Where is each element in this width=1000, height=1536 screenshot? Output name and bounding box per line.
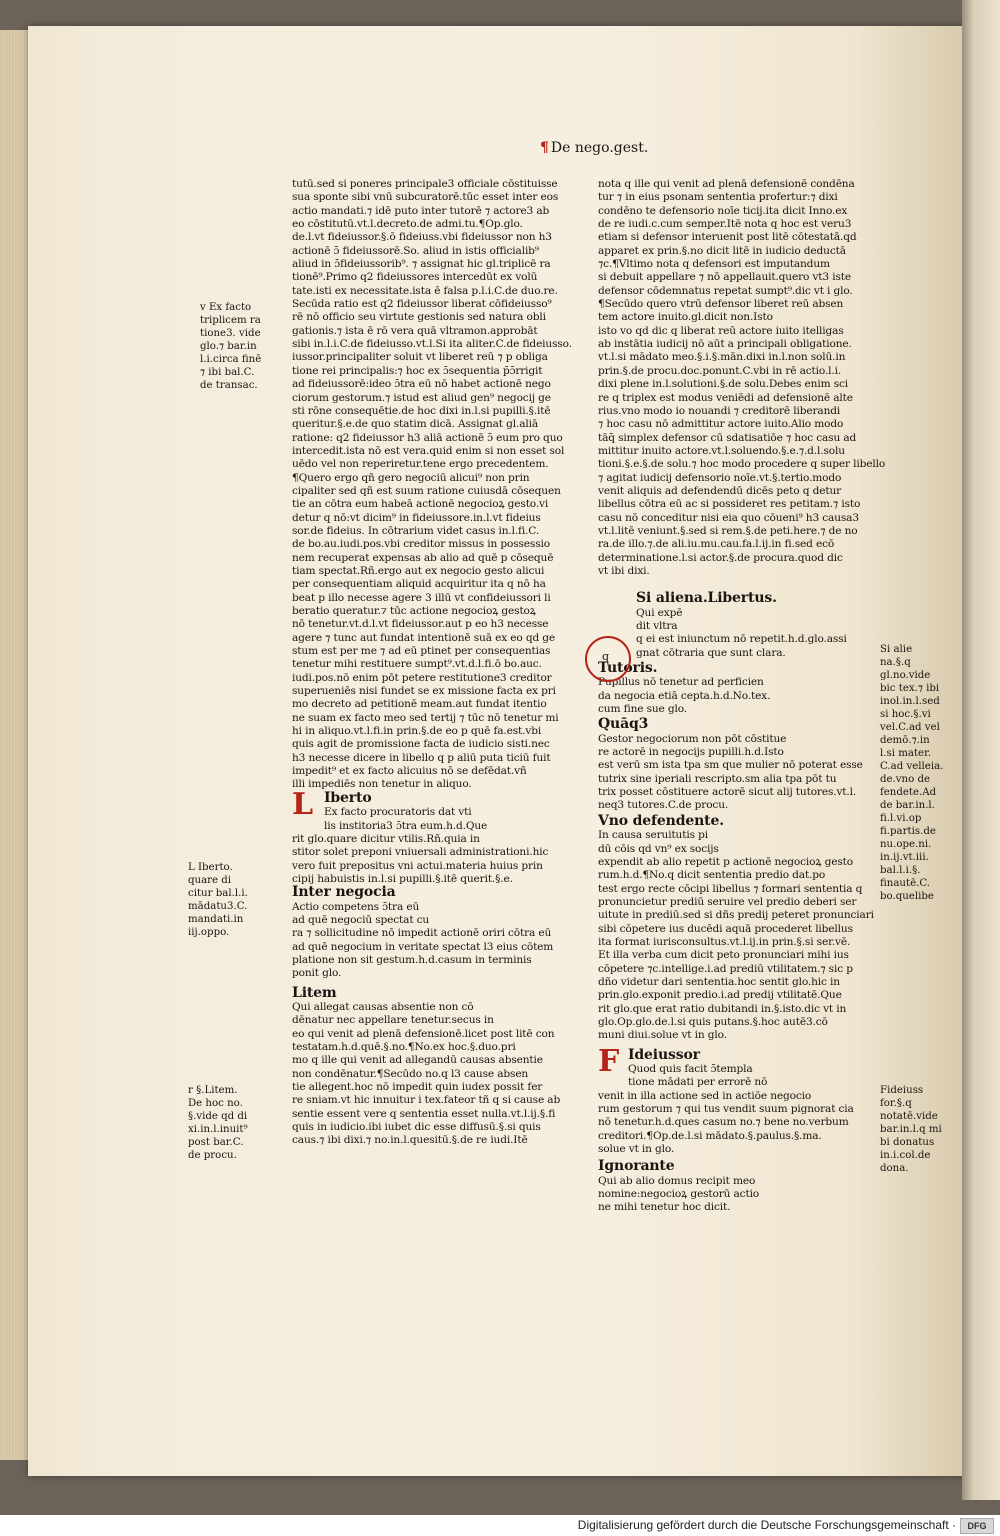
text-line: ratione: q2 fideiussor h3 aliā actionē ɔ̄ eum pro quo: [292, 431, 563, 444]
text-line: tiam spectat.Rñ.ergo aut ex negocio gesto alicui: [292, 564, 545, 577]
text-line: muni diui.solue vt in glo.: [598, 1029, 727, 1042]
text-line: mādatu3.C.: [188, 901, 248, 912]
text-line: de.l.vt fideiussor.§.ō fideiuss.vbi fideiussor non h3: [292, 231, 552, 244]
text-line: stitor solet preponi vniuersali administrationi.hic: [292, 846, 549, 859]
text-line: Fideiuss: [880, 1085, 924, 1096]
fideiussor-section: [598, 1043, 868, 1157]
text-line: venit in illa actione sed in actiōe negocio: [598, 1089, 812, 1102]
fideiussor-initial: F: [598, 1043, 620, 1079]
text-line: xi.in.l.inuit⁹: [188, 1124, 248, 1135]
si-aliena-text: [636, 607, 868, 660]
text-line: l.i.circa finē: [200, 354, 262, 365]
text-line: de procu.: [188, 1150, 237, 1161]
text-line: actio mandati.⁊ idē puto inter tutorē ⁊ actore3 ab: [292, 204, 550, 217]
ignorante-section: [598, 1160, 868, 1214]
text-line: dona.: [880, 1163, 909, 1174]
text-line: bo.quelibe: [880, 891, 934, 902]
text-line: demō.⁊.in: [880, 735, 930, 746]
text-line: prin.§.de procu.doc.ponunt.C.vbi in rē actio.l.i.: [598, 364, 842, 377]
quamqz-text: [598, 733, 868, 813]
text-line: de bar.in.l.: [880, 800, 935, 811]
text-line: per consequentiam aliquid acquiritur ita q nō ha: [292, 578, 546, 591]
text-line: nota q ille qui venit ad plenā defensionē condēna: [598, 178, 855, 190]
text-line: rē nō officio seu virtute gestionis sed natura obli: [292, 311, 546, 324]
text-line: L Iberto.: [188, 862, 233, 873]
text-line: fendete.Ad: [880, 787, 937, 798]
funding-notice: Digitalisierung gefördert durch die Deutsche Forschungsgemeinschaft ·: [577, 1518, 956, 1532]
text-line: neq3 tutores.C.de procu.: [598, 799, 729, 812]
text-line: rum.h.d.¶No.q dicit sententia predio dat.po: [598, 869, 826, 882]
ignorante-text: [598, 1175, 868, 1215]
liberto-text: [292, 806, 570, 886]
text-line: cōpetere ⁊c.intellige.i.ad prediū vtilitatem.⁊ sic p: [598, 962, 853, 975]
text-line: post bar.C.: [188, 1137, 244, 1148]
text-line: h3 necesse dicere in libello q p aliū puta ticiū fuit: [292, 751, 551, 764]
text-line: tie allegent.hoc nō impedit quin iudex possit fer: [292, 1081, 543, 1094]
tutoris-text: [598, 676, 868, 716]
tutoris-heading: Tutoris.: [598, 660, 658, 677]
text-line: mo q ille qui venit ad allegandū causas absentie: [292, 1054, 543, 1067]
text-line: nem recuperat expensas ab alio ad quē p cōsequē: [292, 551, 554, 564]
text-line: da negocia etiā cepta.h.d.No.tex.: [598, 689, 771, 702]
text-line: sibi cōpetere ius ducēdi aquā procederet libellus: [598, 922, 853, 935]
text-line: vt ibi dixi.: [598, 564, 650, 577]
text-line: tione3. vide: [200, 328, 261, 339]
text-line: ⁊c.¶Vltimo nota q defensori est imputandum: [598, 258, 830, 271]
text-line: de transac.: [200, 380, 258, 391]
margin-gloss-left-2: [188, 861, 276, 939]
text-line: vero fuit prepositus vni actui.materia huius prin: [292, 859, 543, 872]
text-line: Et illa verba cum dicit peto pronunciari mihi ius: [598, 949, 849, 962]
text-line: ad quē negocium in veritate spectat l3 eius cōtem: [292, 940, 554, 953]
text-line: ⁊ hoc casu nō admittitur actore iuito.Alio modo: [598, 418, 844, 431]
running-head-text: De nego.gest.: [550, 140, 649, 156]
q-initial-circle: [585, 636, 631, 682]
text-line: glo.Op.glo.de.l.si quis putans.§.hoc autē3.cō: [598, 1015, 828, 1028]
text-line: Pupillus nō tenetur ad perficien: [598, 676, 764, 689]
text-line: de.vno de: [880, 774, 931, 785]
text-line: vel.C.ad vel: [880, 722, 940, 733]
text-line: expendit ab alio repetit p actionē negocioꝝ gesto: [598, 855, 853, 868]
text-line: De hoc no.: [188, 1098, 243, 1109]
text-line: mo decreto ad petitionē meam.aut fundat itentio: [292, 698, 547, 711]
si-aliena-section: [598, 592, 868, 660]
text-line: nu.ope.ni.: [880, 839, 932, 850]
text-line: isto vo qd dic q liberat reū actore iuito itelligas: [598, 324, 844, 337]
text-line: glo.⁊ bar.in: [200, 341, 257, 352]
text-line: dit vltra: [636, 620, 678, 632]
text-line: etiam si defensor interuenit post litē cōtestatā.qd: [598, 231, 857, 244]
text-line: ra ⁊ sollicitudine nō impedit actionē oriri cōtra eū: [292, 927, 552, 940]
text-line: ciorum gestorum.⁊ istud est aliud gen⁹ negocij ge: [292, 391, 551, 404]
text-line: Actio competens ɔ̄tra eū: [292, 900, 420, 913]
text-line: iij.oppo.: [188, 927, 230, 938]
text-line: tutrix sine iperiali rescripto.sm alia tpa pōt tu: [598, 772, 837, 785]
text-line: dño videtur dari sententia.hoc sentit glo.hic in: [598, 975, 840, 988]
text-line: Qui ab alio domus recipit meo: [598, 1174, 756, 1187]
text-line: bic tex.⁊ ibi: [880, 683, 940, 694]
text-line: ad quē negociū spectat cu: [292, 913, 430, 926]
text-line: re actorē in negocijs pupilli.h.d.Isto: [598, 746, 784, 759]
inter-negocia-text: [292, 901, 570, 981]
text-line: agere ⁊ tunc aut fundat intentionē suā ex eo qd ge: [292, 631, 556, 644]
text-line: rit glo.quare dicitur vtilis.Rñ.quia in: [292, 832, 480, 845]
text-line: quis in iudicio.ibi iubet dic esse diffusū.§.si quis: [292, 1121, 541, 1134]
text-line: rum gestorum ⁊ qui tus vendit suum pignorat cia: [598, 1103, 854, 1116]
text-line: sor.de fideius. In cōtrarium videt casus in.l.fi.C.: [292, 524, 540, 537]
text-line: tutū.sed si poneres principale3 officiale cōstituisse: [292, 178, 558, 190]
text-line: Gestor negociorum non pōt cōstitue: [598, 732, 787, 745]
text-line: Qui allegat causas absentie non cō: [292, 1000, 474, 1013]
litem-heading: Litem: [292, 984, 337, 1001]
text-line: In causa seruitutis pi: [598, 829, 708, 842]
text-line: si hoc.§.vi: [880, 709, 931, 720]
text-line: iudi.pos.nō enim pōt petere restitutione3 creditor: [292, 671, 552, 684]
text-line: caus.⁊ ibi dixi.⁊ no.in.l.quesitū.§.de re iudi.Itē: [292, 1134, 528, 1147]
text-line: fi.l.vi.op: [880, 813, 922, 824]
text-line: illi impediēs non tenetur in aliquo.: [292, 778, 472, 791]
text-line: in.i.col.de: [880, 1150, 931, 1161]
text-line: mittitur inuito actore.vt.l.soluendo.§.e.⁊.d.l.solu: [598, 444, 845, 457]
text-line: dixi plene in.l.solutioni.§.de solu.Debes enim sci: [598, 378, 849, 391]
text-line: triplicem ra: [200, 315, 261, 326]
right-column-text: [598, 178, 886, 578]
text-line: tem actore inuito.gl.dicit non.Isto: [598, 311, 773, 324]
paragraph-mark-icon: ¶: [540, 140, 549, 156]
text-line: pronuncietur prediū seruire vel predio deberi ser: [598, 895, 857, 908]
text-line: libellus cōtra eū ac si possideret res petitam.⁊ isto: [598, 498, 861, 511]
text-line: intercedit.ista nō est vera.quid enim si non esset sol: [292, 444, 565, 457]
text-line: v Ex facto: [200, 302, 252, 313]
text-line: Ex facto procuratoris dat vti: [324, 806, 472, 819]
text-line: determinatione.l.si actor.§.de procura.quod dic: [598, 551, 843, 564]
text-line: de re iudi.c.cum semper.Itē nota q hoc est veru3: [598, 218, 852, 231]
text-line: ne suam ex facto meo sed tertij ⁊ tūc nō tenetur mi: [292, 711, 559, 724]
litem-text: [292, 1001, 570, 1148]
text-line: §.vide qd di: [188, 1111, 248, 1122]
margin-gloss-right-2: [880, 1084, 940, 1175]
text-line: quare di: [188, 875, 232, 886]
text-line: si debuit appellare ⁊ nō appellauit.quero vt3 iste: [598, 271, 851, 284]
text-line: trix posset cōstituere actorē sicut alij tutores.vt.l.: [598, 786, 857, 799]
text-line: prin.glo.exponit predio.i.ad predij vtilitatē.Que: [598, 989, 842, 1002]
text-line: platione non sit gestum.h.d.casum in terminis: [292, 953, 532, 966]
text-line: re sniam.vt hic innuitur i tex.fateor tñ q si cause ab: [292, 1094, 561, 1107]
running-head: [540, 140, 648, 156]
text-line: cipij habuistis in.l.si pupilli.§.itē querit.§.e.: [292, 872, 513, 885]
text-line: notatē.vide: [880, 1111, 938, 1122]
text-line: detur q nō:vt dicim⁹ in fideiussore.in.l.vt fideius: [292, 511, 541, 524]
left-column: [292, 178, 570, 1148]
text-line: test ergo recte cōcipi libellus ⁊ formari sententia q: [598, 882, 863, 895]
text-line: aliud in ɔ̄fideiussorib⁹. ⁊ assignat hic gl.triplicē ra: [292, 258, 551, 271]
text-line: apparet ex prin.§.no dicit litē in iudicio deductā: [598, 244, 846, 257]
text-line: ¶Quero ergo qñ gero negociū alicui⁹ non prin: [292, 471, 530, 484]
text-line: gl.no.vide: [880, 670, 931, 681]
text-line: rius.vno modo io nouandi ⁊ creditorē liberandi: [598, 404, 841, 417]
uno-defendente-text: [598, 829, 874, 1043]
liberto-section: [292, 786, 570, 886]
text-line: stum est per me ⁊ ad eū ptinet per consequentias: [292, 645, 551, 658]
text-line: vt.l.litē veniunt.§.sed si rem.§.de peti.here.⁊ de no: [598, 524, 858, 537]
text-line: tione rei principalis:⁊ hoc ex ɔ̄sequentia p̄ɔ̄rrigit: [292, 364, 543, 377]
text-line: inol.in.l.sed: [880, 696, 940, 707]
text-line: creditori.¶Op.de.l.si mādato.§.paulus.§.ma.: [598, 1129, 822, 1142]
inter-negocia-heading: Inter negocia: [292, 884, 396, 901]
text-line: vt.l.si mādato meo.§.i.§.mān.dixi in.l.non solū.in: [598, 351, 846, 364]
text-line: lis institoria3 ɔ̄tra eum.h.d.Que: [324, 819, 488, 832]
text-line: ponit glo.: [292, 967, 342, 980]
text-line: for.§.q: [880, 1098, 912, 1109]
facing-page-edge: [962, 0, 1000, 1500]
text-line: hi in aliquo.vt.l.fi.in prin.§.de eo p quē fa.est.vbi: [292, 725, 542, 738]
text-line: queritur.§.e.de quo statim dicā. Assignat gl.aliā: [292, 418, 539, 431]
text-line: superueniēs nisi fundet se ex missione facta ex pri: [292, 685, 556, 698]
text-line: tate.isti ex necessitate.ista ē falsa p.l.i.C.de duo.re.: [292, 284, 558, 297]
text-line: cipaliter sed qñ est suum ratione cuiusdā cōsequen: [292, 484, 561, 497]
text-line: tioni.§.e.§.de solu.⁊ hoc modo procedere q super libello: [598, 458, 886, 471]
uno-defendente-heading: Vno defendente.: [598, 812, 724, 829]
quamqz-heading: Quāq3: [598, 716, 649, 733]
text-line: solue vt in glo.: [598, 1143, 675, 1156]
text-line: impedit⁹ et ex facto alicuius nō se defēdat.vñ: [292, 765, 527, 778]
text-line: uēdo vel non reperiretur.tene ergo precedentem.: [292, 458, 549, 471]
text-line: uitute in prediū.sed si dñs predij peteret pronunciari: [598, 909, 874, 922]
text-line: in.ij.vt.iii.: [880, 852, 929, 863]
text-line: finautē.C.: [880, 878, 931, 889]
text-line: tionē⁹.Primo q2 fideiussores intercedūt ex volū: [292, 271, 538, 284]
liberto-initial: L: [292, 786, 313, 822]
text-line: iussor.principaliter soluit vt liberet reū ⁊ p obliga: [292, 351, 548, 364]
text-line: actionē ɔ̄ fideiussorē.So. aliud in istis officialib⁹: [292, 244, 539, 257]
q-guide-letter: q: [602, 650, 610, 663]
text-line: re q triplex est modus veniēdi ad defensionē alte: [598, 391, 853, 404]
text-line: Si alie: [880, 644, 913, 655]
text-line: gationis.⁊ ista ē rō vera quā vltramon.approbāt: [292, 324, 538, 337]
text-line: ra.de illo.⁊.de ali.iu.mu.cau.fa.l.ij.in fi.sed ecō: [598, 538, 835, 551]
text-line: casu nō conceditur nisi eia quo cōueni⁹ h3 causa3: [598, 511, 859, 524]
text-line: fi.partis.de: [880, 826, 936, 837]
text-line: ⁊ agitat iudicij defensorio noīe.vt.§.tertio.modo: [598, 471, 842, 484]
text-line: de bo.au.iudi.pos.vbi creditor missus in possessio: [292, 538, 550, 551]
text-line: ad fideiussorē:ideo ɔ̄tra eū nō habet actionē nego: [292, 378, 551, 391]
text-line: C.ad velleia.: [880, 761, 944, 772]
text-line: nō tenetur.h.d.ques casum no.⁊ bene no.verbum: [598, 1116, 849, 1129]
text-line: eo cōstitutū.vt.l.decreto.de admi.tu.¶Op.glo.: [292, 218, 523, 231]
margin-gloss-right-1: [880, 643, 944, 903]
ignorante-heading: Ignorante: [598, 1158, 675, 1175]
text-line: beratio queratur.⁊ tūc actione negocioꝝ gestoꝝ: [292, 605, 536, 617]
si-aliena-heading: Si aliena.Libertus.: [636, 590, 777, 607]
text-line: sibi in.l.i.C.de fideiusso.vt.l.Si ita aliter.C.de fideiusso.: [292, 338, 572, 351]
text-line: cum fine sue glo.: [598, 703, 688, 716]
text-line: ne mihi tenetur hoc dicit.: [598, 1201, 731, 1214]
text-line: rit glo.que erat ratio dubitandi in.§.isto.dic vt in: [598, 1002, 847, 1015]
text-line: mandati.in: [188, 914, 244, 925]
text-line: gnat cōtraria que sunt clara.: [636, 646, 786, 659]
text-line: tione mādati per errorē nō: [628, 1076, 768, 1089]
text-line: bal.l.i.§.: [880, 865, 921, 876]
text-line: beat p illo necesse agere 3 illū vt confideiussori li: [292, 591, 551, 604]
fideiussor-text: [598, 1063, 868, 1156]
text-line: Qui expē: [636, 606, 683, 619]
fideiussor-heading: Ideiussor: [628, 1046, 700, 1063]
text-line: tāq̄ simplex defensor cū sdatisatiōe ⁊ hoc casu ad: [598, 431, 857, 444]
uno-defendente-section: [598, 812, 874, 1043]
footer-bar: [0, 1515, 1000, 1536]
text-line: l.si mater.: [880, 748, 932, 759]
text-line: citur bal.l.i.: [188, 888, 248, 899]
liberto-heading: Iberto: [324, 789, 372, 806]
text-line: sti rōne consequētie.de hoc dixi in.l.si pupilli.§.itē: [292, 404, 551, 417]
text-line: Quod quis facit ɔ̄templa: [628, 1063, 753, 1075]
left-column-text: [292, 178, 570, 792]
right-column: [598, 178, 886, 1215]
text-line: ⁊ ibi bal.C.: [200, 367, 255, 378]
text-line: sentie essent vere q sententia esset nulla.vt.l.ij.§.fi: [292, 1107, 556, 1120]
text-line: ab instātia iudicij nō aūt a principali obligatione.: [598, 338, 852, 351]
text-line: dū cōis qd vn⁹ ex socijs: [598, 842, 719, 855]
tutoris-section: [598, 662, 868, 716]
text-line: tie an cōtra eum habeā actionē negocioꝝ gesto.vi: [292, 498, 549, 511]
text-line: tur ⁊ in eius psonam sententia profertur:⁊ dixi: [598, 191, 838, 204]
text-line: na.§.q: [880, 657, 911, 668]
text-line: dēnatur nec appellare tenetur.secus in: [292, 1014, 494, 1027]
text-line: tenetur mihi restituere sumpt⁹.vt.d.l.fi.ō bo.auc.: [292, 658, 542, 671]
text-line: bar.in.l.q mi: [880, 1124, 942, 1135]
inter-negocia-section: [292, 886, 570, 980]
dfg-logo: DFG: [960, 1518, 994, 1534]
text-line: q ei est iniunctum nō repetit.h.d.glo.assi: [636, 633, 847, 646]
text-line: condēno te defensorio noīe ticij.ita dicit Inno.ex: [598, 204, 848, 217]
text-line: bi donatus: [880, 1137, 935, 1148]
text-line: venit aliquis ad defendendū dicēs peto q detur: [598, 484, 842, 497]
text-line: ita format iurisconsultus.vt.l.ij.in prin.§.si ser.vē.: [598, 935, 851, 948]
margin-gloss-left-1: [200, 301, 280, 392]
litem-section: [292, 984, 570, 1148]
text-line: testatam.h.d.quē.§.no.¶No.ex hoc.§.duo.pri: [292, 1041, 516, 1053]
text-line: ¶Secūdo quero vtrū defensor liberet reū absen: [598, 298, 844, 311]
text-line: r §.Litem.: [188, 1085, 238, 1096]
text-line: non condēnatur.¶Secūdo no.q l3 cause absen: [292, 1067, 529, 1080]
text-line: quis agit de promissione facta de iudicio sisti.nec: [292, 738, 550, 751]
text-line: nō tenetur.vt.d.l.vt fideiussor.aut p eo h3 necesse: [292, 618, 549, 631]
text-line: est verū sm ista tpa sm que mulier nō poterat esse: [598, 759, 863, 772]
text-line: eo qui venit ad plenā defensionē.licet post litē con: [292, 1027, 555, 1040]
text-line: nomine:negocioꝝ gestorū actio: [598, 1188, 760, 1201]
text-line: Secūda ratio est q2 fideiussor liberat cōfideiusso⁹: [292, 298, 552, 311]
quamqz-section: [598, 718, 868, 812]
text-line: sua sponte sibi vnū subcuratorē.tūc esset inter eos: [292, 191, 559, 204]
text-line: defensor cōdemnatus repetat sumpt⁹.dic vt i glo.: [598, 284, 853, 297]
margin-gloss-left-3: [188, 1084, 276, 1162]
